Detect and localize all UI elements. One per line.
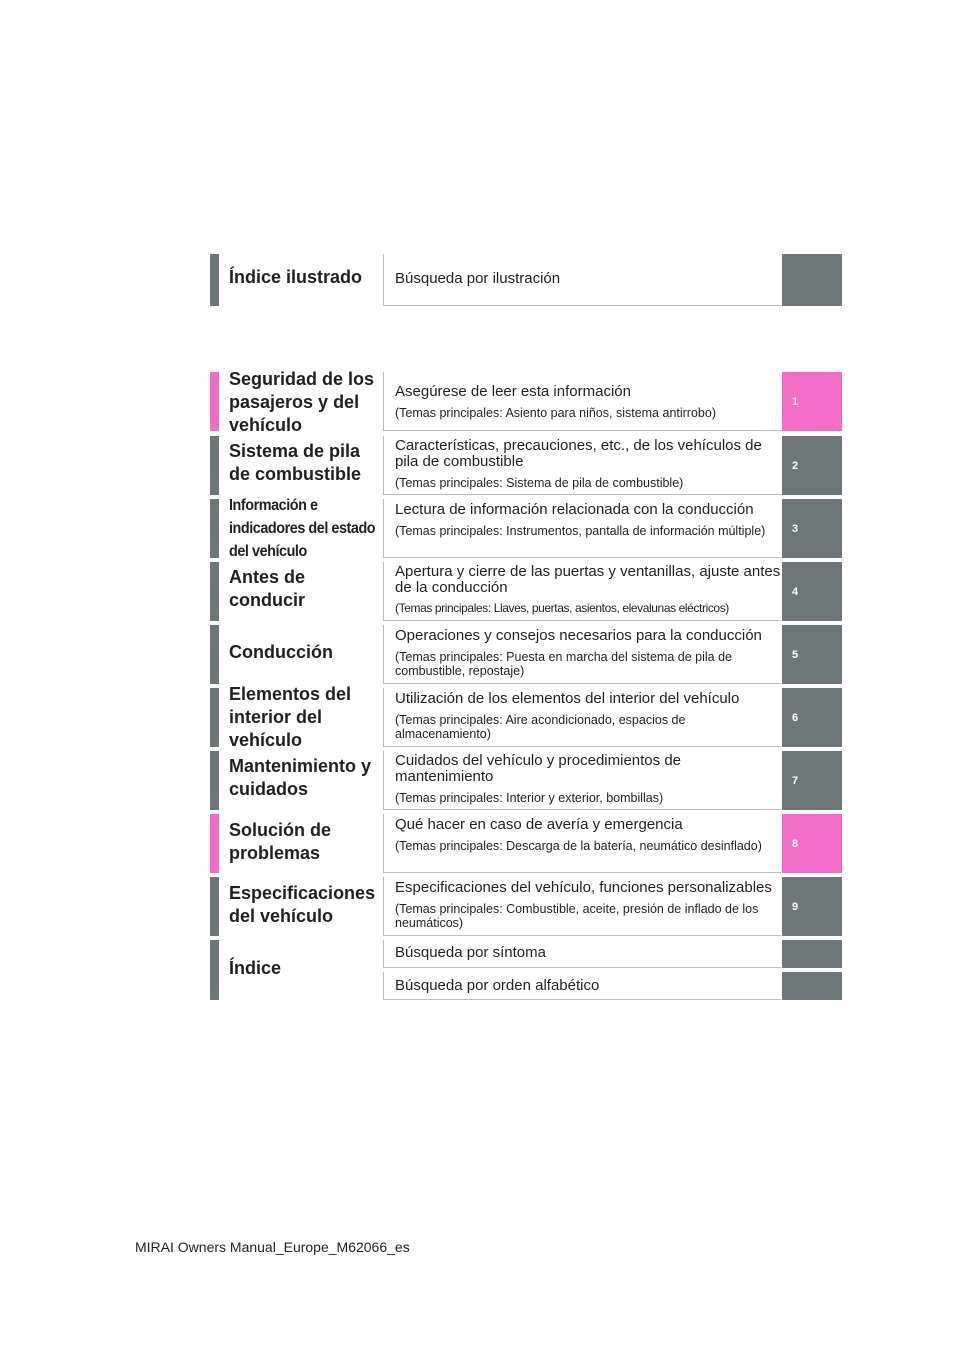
- footer-text: MIRAI Owners Manual_Europe_M62066_es: [135, 1239, 410, 1255]
- section-description: [383, 436, 781, 495]
- section-description: [383, 877, 781, 936]
- section-description: [383, 688, 781, 747]
- section-main-text: Búsqueda por ilustración: [395, 270, 561, 287]
- section-description: [383, 625, 781, 684]
- index-symptom-tab[interactable]: [782, 940, 842, 968]
- section-main-text: Cuidados del vehículo y procedimientos de mantenimiento: [395, 752, 682, 785]
- section-bar: [210, 940, 219, 1000]
- section-main-text: Qué hacer en caso de avería y emergencia: [395, 816, 683, 833]
- tab-number: 9: [792, 900, 799, 913]
- section-title: Antes de conducir: [229, 567, 306, 610]
- tab-number: 4: [792, 585, 799, 598]
- section-bar: [210, 562, 219, 621]
- toc-row-8[interactable]: [210, 814, 842, 873]
- section-title: Seguridad de los pasajeros y del vehículo: [229, 369, 375, 435]
- section-title: Índice: [229, 958, 282, 978]
- tab-number: 1: [792, 395, 799, 408]
- index-symptom-search[interactable]: [383, 940, 781, 968]
- section-main-text: Asegúrese de leer esta información: [395, 383, 631, 400]
- section-sub-text: (Temas principales: Puesta en marcha del sistema de pila de combustible, repostaje): [395, 650, 732, 678]
- section-main-text: Operaciones y consejos necesarios para la conducción: [395, 627, 762, 644]
- toc-row-6[interactable]: [210, 684, 842, 750]
- section-bar: [210, 436, 219, 495]
- section-tab-1[interactable]: [782, 372, 842, 431]
- tab-number: 2: [792, 459, 799, 472]
- section-description: [383, 254, 781, 306]
- section-description: [383, 814, 781, 873]
- section-tab-6[interactable]: [782, 688, 842, 747]
- section-main-text: Apertura y cierre de las puertas y ventanillas, ajuste antes de la conducción: [395, 563, 781, 596]
- section-title: Índice ilustrado: [229, 267, 363, 287]
- section-main-text: Especificaciones del vehículo, funciones personalizables: [395, 879, 772, 896]
- section-title: Especificaciones del vehículo: [229, 883, 376, 926]
- section-sub-text: (Temas principales: Asiento para niños, sistema antirrobo): [395, 406, 716, 420]
- section-title: Conducción: [229, 642, 333, 662]
- tab-number: 6: [792, 711, 799, 724]
- toc-row-3[interactable]: [210, 499, 842, 558]
- section-description: [383, 499, 781, 558]
- section-tab-8[interactable]: [782, 814, 842, 873]
- section-title: Mantenimiento y cuidados: [229, 756, 372, 799]
- toc-row-illustrated-index[interactable]: [210, 254, 842, 306]
- section-main-text: Búsqueda por síntoma: [395, 944, 546, 961]
- section-sub-text: (Temas principales: Descarga de la batería, neumático desinflado): [395, 839, 762, 853]
- section-title: Elementos del interior del vehículo: [229, 684, 352, 750]
- section-tab-4[interactable]: [782, 562, 842, 621]
- section-main-text: Lectura de información relacionada con la conducción: [395, 501, 754, 518]
- section-bar: [210, 499, 219, 558]
- toc-row-7[interactable]: [210, 751, 842, 810]
- toc-row-1[interactable]: [210, 369, 842, 435]
- tab-number: 7: [792, 774, 799, 787]
- tab-number: 3: [792, 522, 799, 535]
- section-tab-9[interactable]: [782, 877, 842, 936]
- section-tab-7[interactable]: [782, 751, 842, 810]
- section-bar: [210, 877, 219, 936]
- section-description: [383, 562, 781, 621]
- section-tab-3[interactable]: [782, 499, 842, 558]
- section-bar: [210, 254, 219, 306]
- section-sub-text: (Temas principales: Aire acondicionado, espacios de almacenamiento): [395, 713, 686, 741]
- tab-number: 8: [792, 837, 799, 850]
- section-sub-text: (Temas principales: Interior y exterior, bombillas): [395, 791, 664, 805]
- index-alphabetical-tab[interactable]: [782, 972, 842, 1000]
- toc-row-9[interactable]: [210, 877, 842, 936]
- toc-row-4[interactable]: [210, 562, 842, 621]
- section-title: Información e indicadores del estado del vehículo: [229, 497, 376, 560]
- toc-row-2[interactable]: [210, 436, 842, 495]
- section-description: [383, 751, 781, 810]
- section-tab-2[interactable]: [782, 436, 842, 495]
- section-tab-5[interactable]: [782, 625, 842, 684]
- toc-row-index[interactable]: [210, 940, 842, 1000]
- section-description: [383, 372, 781, 431]
- section-tab[interactable]: [782, 254, 842, 306]
- section-sub-text: (Temas principales: Llaves, puertas, asientos, elevalunas eléctricos): [395, 601, 729, 615]
- section-bar: [210, 751, 219, 810]
- section-title: Solución de problemas: [229, 820, 332, 863]
- section-bar: [210, 625, 219, 684]
- toc-row-5[interactable]: [210, 625, 842, 684]
- section-bar: [210, 688, 219, 747]
- tab-number: 5: [792, 648, 799, 661]
- section-bar: [210, 372, 219, 431]
- section-main-text: Características, precauciones, etc., de los vehículos de pila de combustible: [395, 437, 762, 470]
- section-bar: [210, 814, 219, 873]
- section-main-text: Utilización de los elementos del interior del vehículo: [395, 690, 740, 707]
- section-sub-text: (Temas principales: Sistema de pila de combustible): [395, 476, 684, 490]
- section-title: Sistema de pila de combustible: [229, 441, 362, 484]
- section-sub-text: (Temas principales: Instrumentos, pantalla de información múltiple): [395, 524, 766, 538]
- index-alphabetical-search[interactable]: [383, 972, 781, 1000]
- section-main-text: Búsqueda por orden alfabético: [395, 977, 600, 994]
- section-sub-text: (Temas principales: Combustible, aceite, presión de inflado de los neumáticos): [395, 902, 759, 930]
